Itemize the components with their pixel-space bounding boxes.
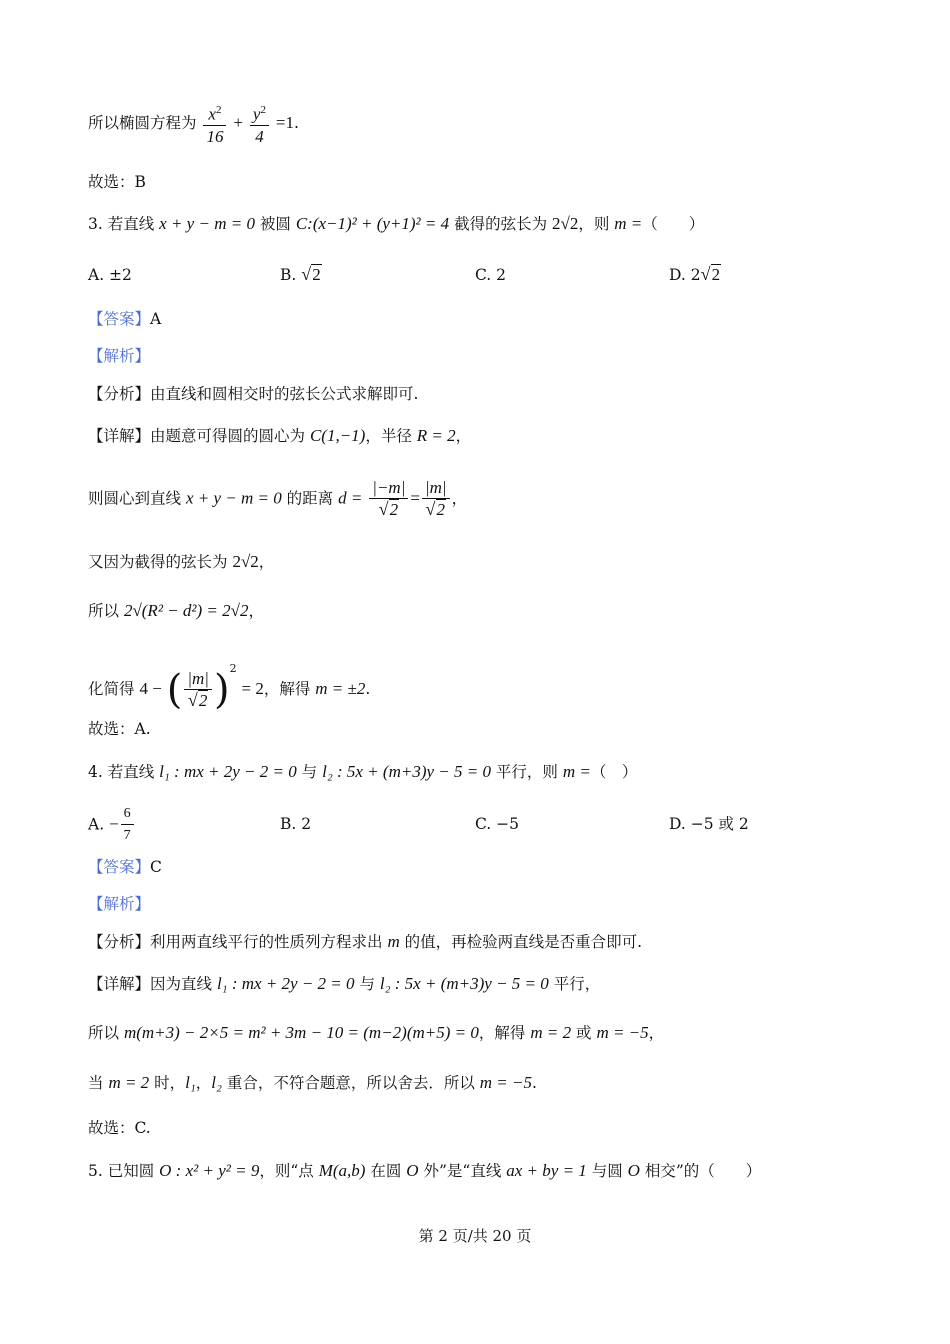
option-text: A. ±2 [88, 266, 132, 284]
q4-check-line [88, 1072, 537, 1094]
text: 或 [571, 1024, 597, 1042]
fraction-y: $\frac{y^2}{4}$ [250, 100, 269, 148]
q3-choose [88, 718, 151, 740]
q3-formula-line [88, 600, 264, 622]
text: 化简得 [88, 680, 140, 698]
root-1: m = 2 [530, 1023, 572, 1042]
q3-option-c [475, 264, 506, 286]
q4-answer [88, 856, 162, 878]
chord-value: 2√2 [232, 552, 259, 571]
l2: l₂ [211, 1073, 222, 1092]
text: 相交”的（ ） [639, 1162, 762, 1180]
q3-circle-eq: C:(x−1)² + (y+1)² = 4 [295, 214, 450, 233]
option-label: D. 2 [669, 266, 701, 284]
q3-chord-line [88, 551, 274, 573]
text: 与 [296, 763, 323, 781]
q4-option-b [280, 813, 311, 835]
text: 利用两直线平行的性质列方程求出 [150, 933, 388, 951]
text: 的值，再检验两直线是否重合即可. [399, 933, 643, 951]
comma: ， [451, 489, 468, 508]
text: 故选：A. [88, 720, 151, 738]
question-5 [88, 1160, 761, 1182]
text: 当 [88, 1074, 109, 1092]
radius: R = 2 [416, 426, 456, 445]
answer-value: A [150, 310, 162, 328]
text: ， [455, 427, 472, 445]
numerator: 6 [121, 804, 134, 825]
q3-detail [88, 425, 471, 447]
text: 由题意可得圆的圆心为 [150, 427, 310, 445]
circle-center: C(1,−1) [309, 426, 366, 445]
analysis-tag: 【解析】 [88, 895, 151, 913]
q4-analysis-heading [88, 893, 150, 915]
q3-option-a [88, 264, 132, 286]
distance-var: d = [338, 488, 363, 508]
q3-line-eq: x + y − m = 0 [159, 214, 255, 233]
sqrt-icon [426, 499, 447, 521]
fraction-abs-neg-m [369, 478, 408, 521]
text: 重合，不符合题意，所以舍去．所以 [221, 1074, 480, 1092]
detail-tag: 【详解】 [88, 427, 151, 445]
q3-answer [88, 308, 161, 330]
equals-one: =1 [275, 112, 294, 132]
q4-choose [88, 1117, 151, 1139]
q4-detail [88, 973, 600, 995]
radicand: 2 [436, 500, 446, 519]
denominator-4: 4 [255, 126, 264, 146]
numerator: |m| [422, 478, 450, 499]
period: . [532, 1074, 537, 1092]
q4-option-c [475, 813, 519, 835]
text: 则圆心到直线 [88, 489, 186, 508]
text: 平行，则 [490, 763, 563, 781]
q3-chord-length: 2√2 [552, 214, 579, 233]
text: 平行， [548, 975, 601, 993]
answer-choice-line [88, 171, 146, 193]
case: m = 2 [108, 1073, 150, 1092]
analysis-tag: 【解析】 [88, 347, 151, 365]
q4-option-d [669, 813, 749, 835]
period: . [365, 680, 371, 698]
text: ，半径 [365, 427, 417, 445]
fenxi-tag: 【分析】 [88, 385, 151, 403]
minus-sign: − [109, 814, 119, 834]
text: 故选：C. [88, 1119, 151, 1137]
option-text: C. 2 [475, 266, 507, 284]
period: . [294, 113, 299, 132]
line-eq: ax + by = 1 [506, 1161, 587, 1180]
q4-fenxi [88, 931, 642, 953]
result: m = −5 [479, 1073, 533, 1092]
text: 所以 [88, 1024, 124, 1042]
text: 因为直线 [150, 975, 217, 993]
sqrt-icon [701, 264, 722, 286]
numerator: |m| [184, 669, 212, 690]
answer-tag: 【答案】 [88, 310, 151, 328]
text: ，则“点 [259, 1162, 319, 1180]
q4-option-a [88, 804, 136, 847]
q5-number: 5. 已知圆 [88, 1162, 160, 1180]
equals-two: = 2 [241, 679, 264, 698]
text: 与圆 [586, 1162, 628, 1180]
answer-value: C [150, 858, 162, 876]
line-eq: x + y − m = 0 [185, 488, 282, 508]
text: ，则 [578, 215, 615, 233]
option-text: B. 2 [280, 815, 312, 833]
y-var: y [252, 104, 261, 124]
text: ，解得 [478, 1024, 531, 1042]
q3-option-b [280, 264, 322, 286]
sqrt-icon [379, 499, 400, 521]
answer-blank: （ ） [642, 215, 705, 233]
q4-line2: l₂ : 5x + (m+3)y − 5 = 0 [322, 762, 491, 781]
fenxi-tag: 【分析】 [88, 933, 151, 951]
text: 的距离 [281, 489, 339, 508]
q3-number: 3. 若直线 [88, 215, 155, 233]
text: 所以椭圆方程为 [88, 113, 197, 132]
fraction-x: $\frac{x^2}{16}$ [203, 100, 226, 148]
q4-ask: m = [562, 762, 591, 781]
point: M(a,b) [318, 1161, 366, 1180]
fraction-m-sqrt2 [184, 669, 212, 712]
text: 被圆 [254, 215, 296, 233]
text: 由直线和圆相交时的弦长公式求解即可. [150, 385, 419, 403]
line2-eq: l₂ : 5x + (m+3)y − 5 = 0 [379, 974, 549, 993]
question-4 [88, 761, 637, 783]
detail-tag: 【详解】 [88, 975, 151, 993]
fraction-6-7 [121, 804, 134, 847]
text: 截得的弦长为 [449, 215, 552, 233]
q4-number: 4. 若直线 [88, 763, 160, 781]
radicand: 2 [711, 265, 721, 284]
radicand: 2 [389, 500, 399, 519]
option-label: A. [88, 815, 110, 834]
text: 所以 [88, 602, 124, 620]
circle-o: O [406, 1161, 419, 1180]
text: 又因为截得的弦长为 [88, 553, 233, 571]
q4-line1: l₁ : mx + 2y − 2 = 0 [159, 762, 297, 781]
text: 与 [354, 975, 380, 993]
q3-option-d [669, 264, 721, 286]
ellipse-equation-line: 所以椭圆方程为 $\frac{x^2}{16}$ + $\frac{y^2}{4}$ =1. [88, 100, 299, 148]
circle-o: O [627, 1161, 640, 1180]
l1: l₁ [185, 1073, 196, 1092]
radicand: 2 [198, 690, 208, 710]
question-3 [88, 213, 704, 235]
comma: ， [248, 602, 264, 620]
answer-blank: （ ） [590, 763, 638, 781]
numerator: |−m| [369, 478, 408, 499]
q3-ask: m = [614, 214, 643, 233]
m-var: m [387, 932, 400, 951]
x-var: x [208, 104, 216, 124]
comma: ， [648, 1024, 665, 1042]
text: 在圆 [365, 1162, 407, 1180]
denominator: 7 [123, 828, 131, 843]
text: 时， [149, 1074, 186, 1092]
q3-analysis-heading [88, 345, 150, 367]
answer-tag: 【答案】 [88, 858, 151, 876]
choose-b-text: 故选：B [88, 173, 146, 191]
comma: ， [258, 553, 275, 571]
option-text: C. −5 [475, 815, 520, 833]
sqrt-icon [301, 264, 322, 286]
circle-eq: O : x² + y² = 9 [159, 1161, 260, 1180]
fraction-abs-m [422, 478, 450, 521]
radicand: 2 [312, 265, 321, 284]
q4-equation-line [88, 1022, 664, 1044]
option-text: D. −5 或 2 [669, 815, 749, 833]
line1-eq: l₁ : mx + 2y − 2 = 0 [216, 974, 355, 993]
text: 外”是“直线 [418, 1162, 507, 1180]
denominator-16: 16 [206, 126, 224, 146]
root-2: m = −5 [596, 1023, 649, 1042]
q3-distance-line: 则圆心到直线 x + y − m = 0 的距离 d = |−m| √ 2 = |m| √ 2 ， [88, 478, 467, 521]
text: ， [195, 1074, 212, 1092]
result: m = ±2 [315, 679, 366, 698]
q3-simplify-line: 化简得 4 − ( |m| √ 2 )$^2$ = 2，解得 m = ±2. [88, 658, 370, 712]
sqrt-icon [188, 690, 209, 712]
option-label: B. [280, 266, 302, 284]
text: ，解得 [263, 680, 316, 698]
factor-equation: m(m+3) − 2×5 = m² + 3m − 10 = (m−2)(m+5) = 0 [123, 1023, 479, 1042]
expr-four-minus: 4 − [139, 679, 162, 698]
page-footer: 第 2 页/共 20 页 [418, 1227, 532, 1245]
chord-formula: 2√(R² − d²) = 2√2 [123, 601, 249, 620]
q3-fenxi [88, 383, 418, 405]
